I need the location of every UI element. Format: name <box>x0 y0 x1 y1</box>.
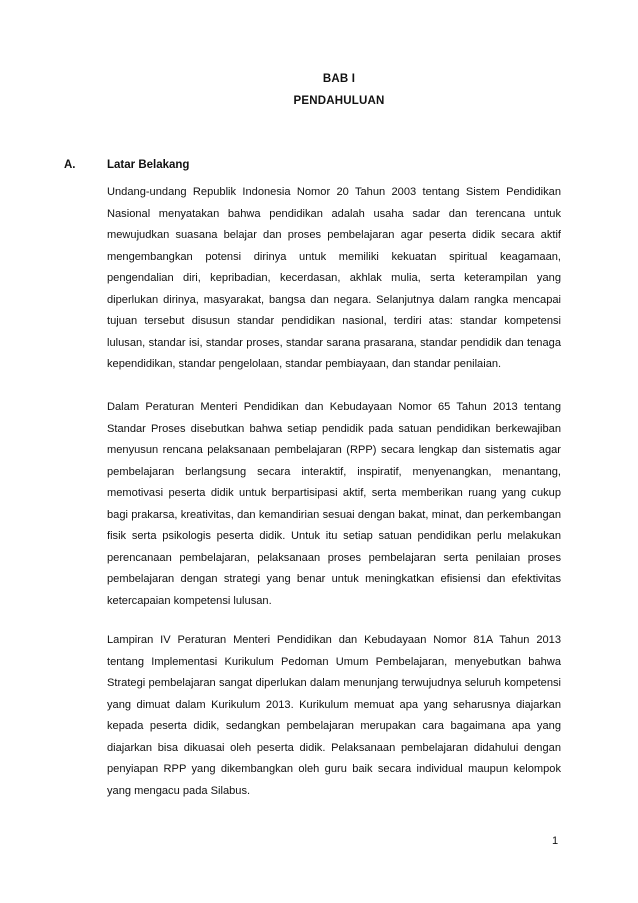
chapter-label: BAB I <box>322 73 356 85</box>
paragraph-3: Lampiran IV Peraturan Menteri Pendidikan dan Kebudayaan Nomor 81A Tahun 2013 tentang Implementasi Kurikulum Pedoman Umum Pembelajaran, menyebutkan bahwa Strategi pembelajaran sangat diperlukan dalam menunjang terwujudnya seluruh kompetensi yang dimuat dalam Kurikulum 2013. Kurikulum memuat apa yang seharusnya diajarkan kepada peserta didik, sedangkan pembelajaran merupakan cara bagaimana apa yang diajarkan bisa dikuasai oleh peserta didik. Pelaksanaan pembelajaran didahului dengan penyiapan RPP yang dikembangkan oleh guru baik secara individual maupun kelompok yang mengacu pada Silabus. <box>107 634 561 797</box>
paragraph-2: Dalam Peraturan Menteri Pendidikan dan Kebudayaan Nomor 65 Tahun 2013 tentang Standar Proses disebutkan bahwa setiap pendidik pada satuan pendidikan berkewajiban menyusun rencana pelaksanaan pembelajaran (RPP) secara lengkap dan sistematis agar pembelajaran berlangsung secara interaktif, inspiratif, menyenangkan, menantang, memotivasi peserta didik untuk berpartisipasi aktif, serta memberikan ruang yang cukup bagi prakarsa, kreativitas, dan kemandirian sesuai dengan bakat, minat, dan perkembangan fisik serta psikologis peserta didik. Untuk itu setiap satuan pendidikan perlu melakukan perencanaan pembelajaran, pelaksanaan proses pembelajaran serta penilaian proses pembelajaran dengan strategi yang benar untuk meningkatkan efisiensi dan efektivitas ketercapaian kompetensi lulusan. <box>107 401 561 607</box>
paragraph-1: Undang-undang Republik Indonesia Nomor 20 Tahun 2003 tentang Sistem Pendidikan Nasional menyatakan bahwa pendidikan adalah usaha sadar dan terencana untuk mewujudkan suasana belajar dan proses pembelajaran agar peserta didik secara aktif mengembangkan potensi dirinya untuk memiliki kekuatan spiritual keagamaan, pengendalian diri, kepribadian, kecerdasan, akhlak mulia, serta keterampilan yang diperlukan dirinya, masyarakat, bangsa dan negara. Selanjutnya dalam rangka mencapai tujuan tersebut disusun standar pendidikan nasional, terdiri atas: standar kompetensi lulusan, standar isi, standar proses, standar sarana prasarana, standar pendidik dan tenaga kependidikan, standar pengelolaan, standar pembiayaan, dan standar penilaian. <box>107 186 561 370</box>
chapter-title: PENDAHULUAN <box>293 95 385 107</box>
section-number: A. <box>64 159 76 171</box>
section-title: Latar Belakang <box>107 159 190 171</box>
page-number: 1 <box>552 835 559 847</box>
